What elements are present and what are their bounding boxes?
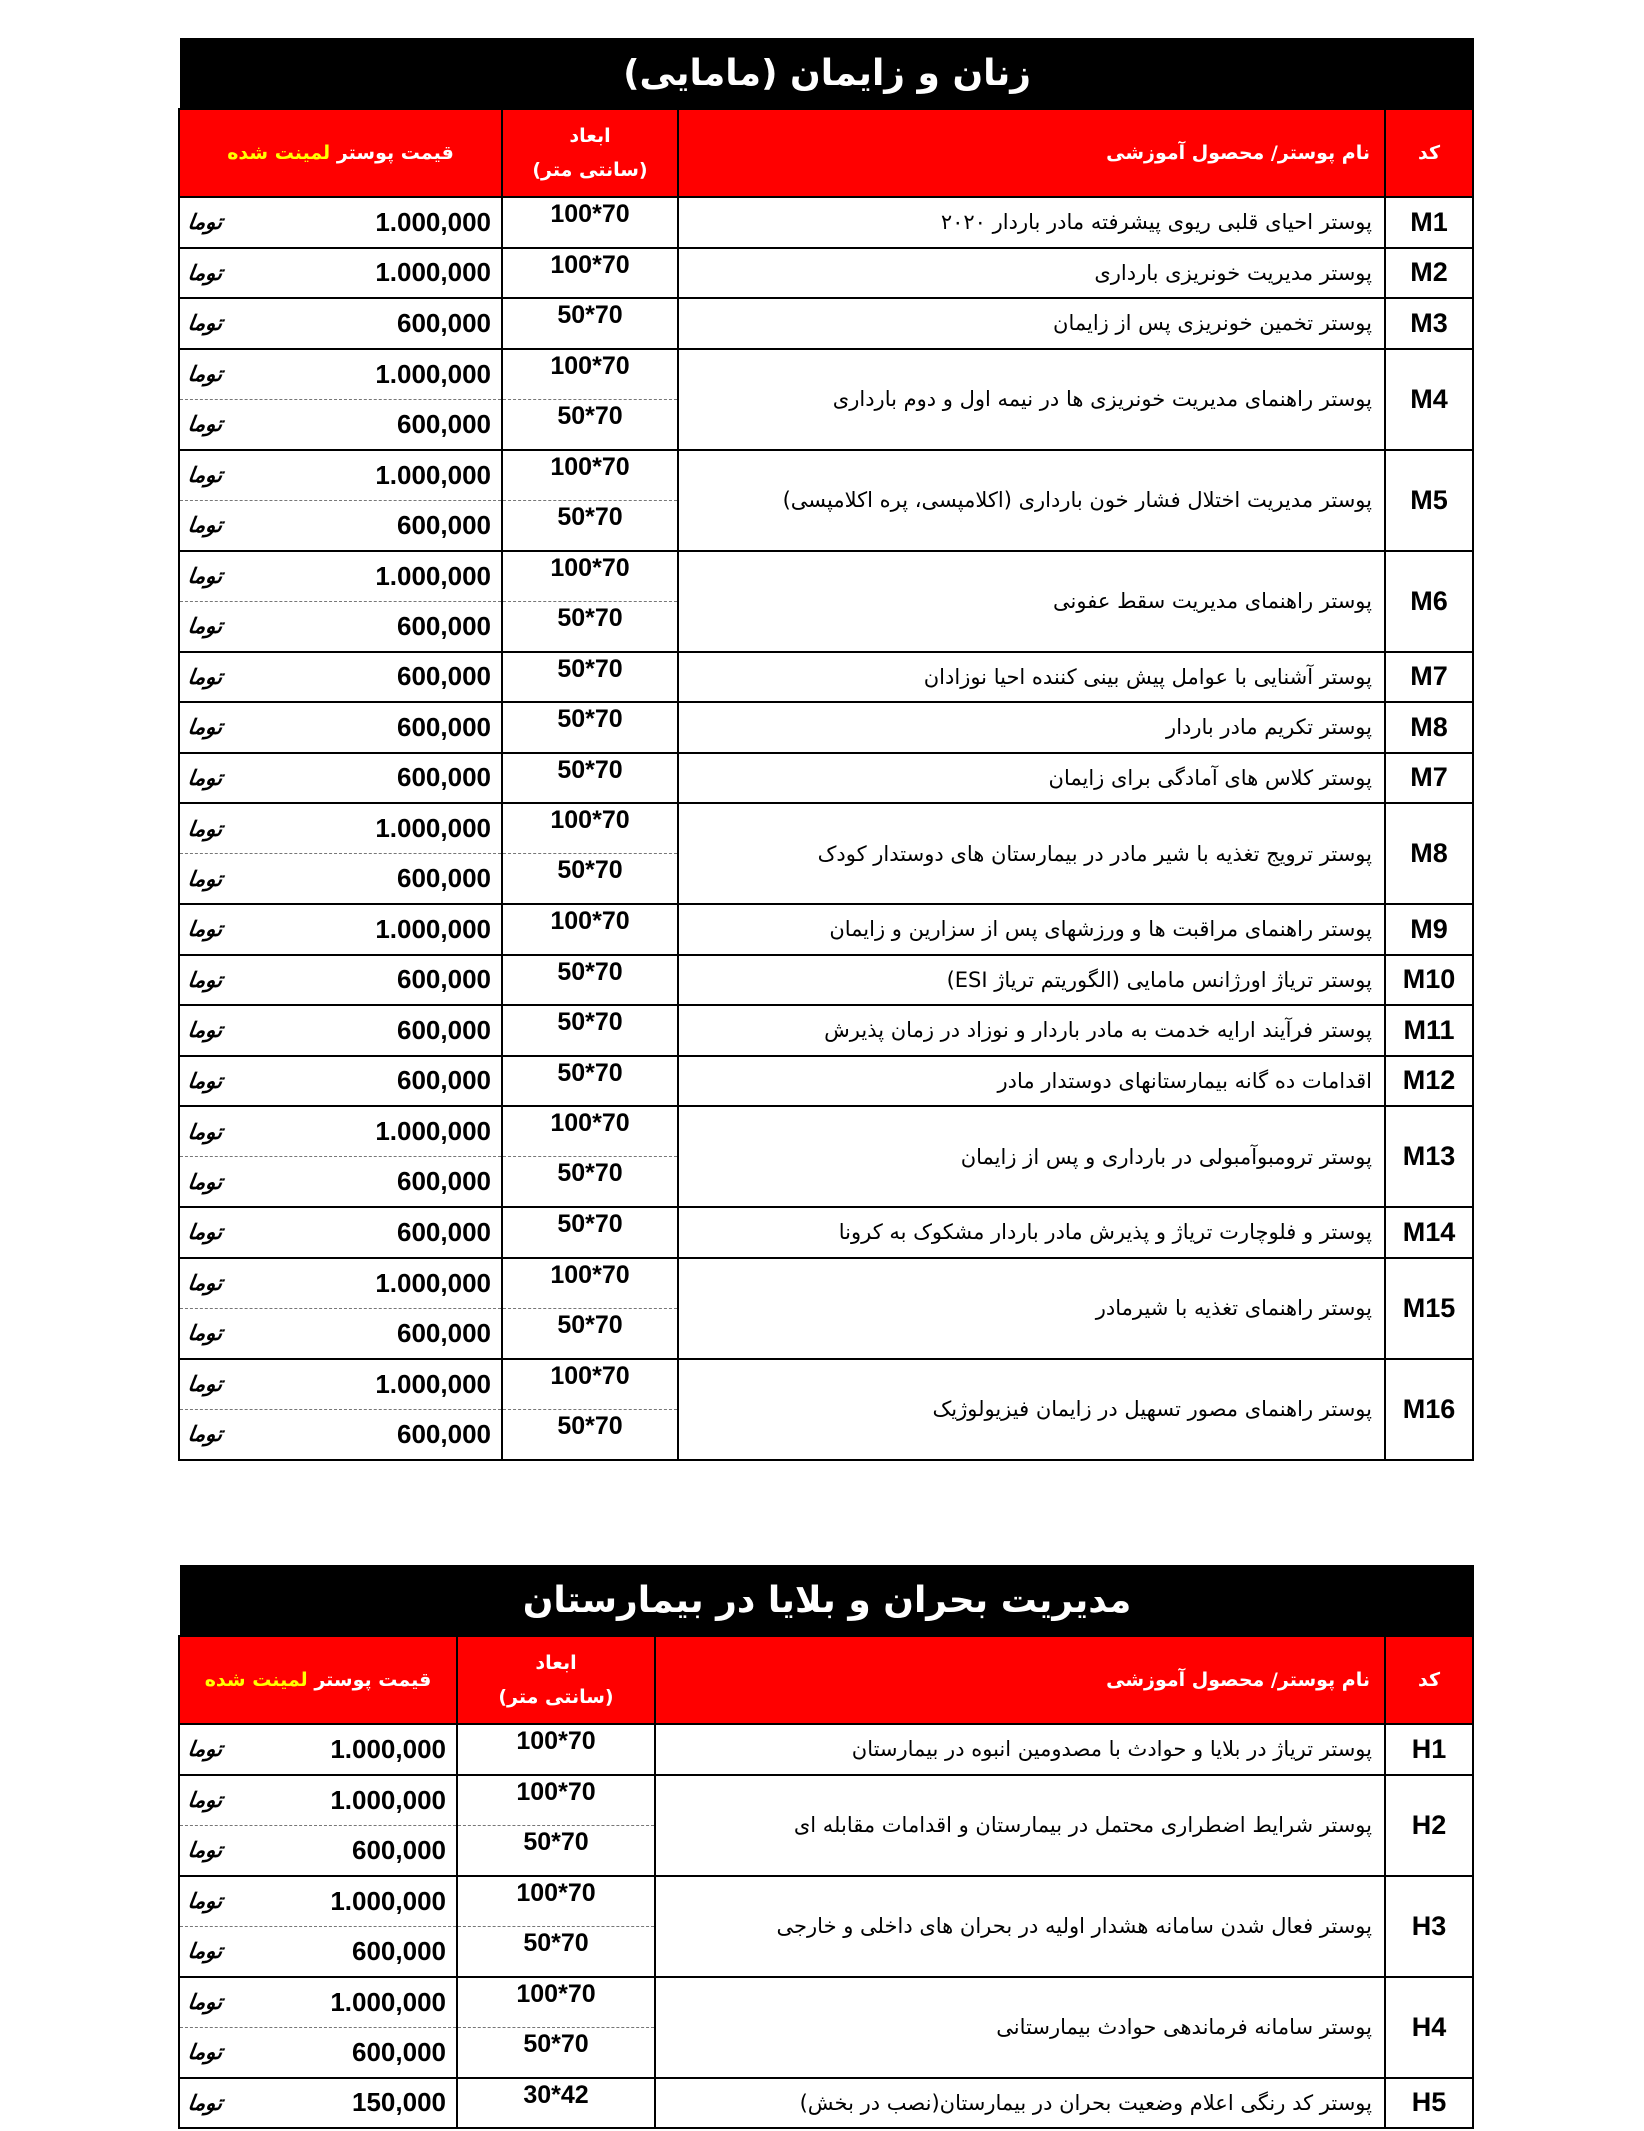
product-dimensions: 70*50 <box>502 1207 678 1258</box>
product-code: M1 <box>1385 197 1473 248</box>
brand-logo: توما <box>186 1068 225 1093</box>
table-header <box>179 1636 1473 1724</box>
header-dimensions-line1: ابعاد <box>535 1652 577 1674</box>
table-row <box>179 298 1473 349</box>
brand-logo: توما <box>186 2090 225 2115</box>
price-wrap <box>180 359 501 390</box>
product-price-cell <box>179 955 502 1006</box>
product-code: M10 <box>1385 955 1473 1006</box>
product-dimensions: 70*100 <box>502 349 678 400</box>
product-code: M13 <box>1385 1106 1473 1207</box>
product-dimensions: 70*50 <box>502 1056 678 1107</box>
price-amount: 1.000,000 <box>375 358 491 389</box>
price-amount: 150,000 <box>352 2087 446 2118</box>
brand-logo: توما <box>186 362 225 386</box>
brand-logo: توما <box>186 1372 225 1396</box>
section-title: مدیریت بحران و بلایا در بیمارستان <box>180 1565 1474 1635</box>
price-wrap <box>180 1116 501 1147</box>
product-dimensions: 70*100 <box>502 450 678 501</box>
brand-logo: توما <box>186 765 225 790</box>
header-price <box>179 1636 457 1724</box>
price-amount: 600,000 <box>397 661 491 692</box>
product-code: M11 <box>1385 1005 1473 1056</box>
table-row <box>179 1977 1473 2028</box>
product-code: M15 <box>1385 1258 1473 1359</box>
product-price-cell <box>179 1157 502 1208</box>
brand-logo: توما <box>186 1220 225 1245</box>
product-name: پوستر فعال شدن سامانه هشدار اولیه در بحران های داخلی و خارجی <box>655 1876 1385 1977</box>
table-row <box>179 753 1473 804</box>
product-name: اقدامات ده گانه بیمارستانهای دوستدار مادر <box>678 1056 1385 1107</box>
product-price-cell <box>179 753 502 804</box>
product-name: پوستر شرایط اضطراری محتمل در بیمارستان و اقدامات مقابله ای <box>655 1775 1385 1876</box>
price-amount: 1.000,000 <box>330 1784 446 1815</box>
price-wrap <box>180 1987 456 2018</box>
product-name: پوستر راهنمای مدیریت خونریزی ها در نیمه اول و دوم بارداری <box>678 349 1385 450</box>
product-price-cell <box>179 1775 457 1826</box>
price-amount: 600,000 <box>397 1166 491 1196</box>
price-amount: 1.000,000 <box>375 560 491 591</box>
header-name: نام پوستر/ محصول آموزشی <box>678 109 1385 197</box>
product-price-cell <box>179 551 502 602</box>
product-dimensions: 70*100 <box>502 1359 678 1410</box>
brand-logo: توما <box>186 513 225 537</box>
table-header <box>179 109 1473 197</box>
table-row <box>179 702 1473 753</box>
product-code: H2 <box>1385 1775 1473 1876</box>
brand-logo: توما <box>186 1169 225 1194</box>
brand-logo: توما <box>186 1737 225 1762</box>
product-code: M7 <box>1385 753 1473 804</box>
header-dimensions <box>457 1636 655 1724</box>
price-wrap <box>180 863 501 894</box>
product-code: M8 <box>1385 803 1473 904</box>
product-price-cell <box>179 1724 457 1775</box>
product-code: M4 <box>1385 349 1473 450</box>
product-code: M6 <box>1385 551 1473 652</box>
price-table <box>178 108 1474 1461</box>
product-price-cell <box>179 450 502 501</box>
price-amount: 600,000 <box>397 711 491 742</box>
price-wrap <box>180 1835 456 1866</box>
price-wrap <box>180 611 501 642</box>
price-amount: 600,000 <box>397 408 491 439</box>
price-wrap <box>180 1785 456 1816</box>
price-wrap <box>180 207 501 238</box>
product-price-cell <box>179 1876 457 1927</box>
header-price-laminated: لمینت شده <box>227 142 331 164</box>
header-price-label: قیمت پوستر <box>330 142 454 164</box>
table-row <box>179 1775 1473 1826</box>
product-price-cell <box>179 904 502 955</box>
price-wrap <box>180 1065 501 1096</box>
product-code: M16 <box>1385 1359 1473 1460</box>
product-dimensions: 70*100 <box>457 1724 655 1775</box>
price-wrap <box>180 813 501 844</box>
price-wrap <box>180 2087 456 2118</box>
price-wrap <box>180 1318 501 1349</box>
product-dimensions: 70*100 <box>457 1876 655 1927</box>
brand-logo: توما <box>186 715 225 740</box>
price-amount: 600,000 <box>397 610 491 641</box>
brand-logo: توما <box>186 1018 225 1043</box>
table-row <box>179 1056 1473 1107</box>
price-amount: 600,000 <box>397 1014 491 1045</box>
price-amount: 1.000,000 <box>375 1368 491 1399</box>
product-name: پوستر کلاس های آمادگی برای زایمان <box>678 753 1385 804</box>
section-womens-midwifery <box>180 38 1474 1461</box>
product-price-cell <box>179 1825 457 1876</box>
header-dimensions <box>502 109 678 197</box>
product-price-cell <box>179 1409 502 1460</box>
price-wrap <box>180 1936 456 1967</box>
brand-logo: توما <box>186 816 225 841</box>
brand-logo: توما <box>186 564 225 588</box>
table-row <box>179 1106 1473 1157</box>
brand-logo: توما <box>186 1271 225 1295</box>
product-name: پوستر مدیریت خونریزی بارداری <box>678 248 1385 299</box>
product-price-cell <box>179 1926 457 1977</box>
price-wrap <box>180 510 501 541</box>
product-price-cell <box>179 803 502 854</box>
brand-logo: توما <box>186 1321 225 1345</box>
brand-logo: توما <box>186 412 225 436</box>
product-name: پوستر ترویج تغذیه با شیر مادر در بیمارستان های دوستدار کودک <box>678 803 1385 904</box>
product-dimensions: 70*100 <box>502 803 678 854</box>
price-wrap <box>180 914 501 945</box>
price-table <box>178 1635 1474 2129</box>
price-wrap <box>180 712 501 743</box>
product-dimensions: 70*50 <box>502 399 678 450</box>
brand-logo: توما <box>186 1119 225 1144</box>
product-dimensions: 70*100 <box>502 1106 678 1157</box>
product-dimensions: 42*30 <box>457 2078 655 2129</box>
product-code: M14 <box>1385 1207 1473 1258</box>
header-code: کد <box>1385 109 1473 197</box>
product-dimensions: 70*50 <box>502 854 678 905</box>
product-name: پوستر راهنمای مراقبت ها و ورزشهای پس از سزارین و زایمان <box>678 904 1385 955</box>
price-amount: 1.000,000 <box>330 1733 446 1764</box>
brand-logo: توما <box>186 1939 225 1963</box>
product-price-cell <box>179 399 502 450</box>
table-row <box>179 450 1473 501</box>
product-code: M5 <box>1385 450 1473 551</box>
price-wrap <box>180 308 501 339</box>
brand-logo: توما <box>186 1990 225 2014</box>
price-amount: 600,000 <box>352 2036 446 2067</box>
price-wrap <box>180 561 501 592</box>
product-dimensions: 70*100 <box>502 904 678 955</box>
brand-logo: توما <box>186 1422 225 1446</box>
price-amount: 1.000,000 <box>375 1267 491 1298</box>
table-row <box>179 1258 1473 1309</box>
product-dimensions: 70*50 <box>502 298 678 349</box>
product-price-cell <box>179 1005 502 1056</box>
product-dimensions: 70*50 <box>457 1926 655 1977</box>
product-dimensions: 70*100 <box>457 1977 655 2028</box>
price-wrap <box>180 762 501 793</box>
brand-logo: توما <box>186 311 225 336</box>
product-price-cell <box>179 248 502 299</box>
brand-logo: توما <box>186 664 225 689</box>
product-price-cell <box>179 1308 502 1359</box>
product-name: پوستر و فلوچارت ترياژ و پذیرش مادر باردار مشکوک به کرونا <box>678 1207 1385 1258</box>
table-row <box>179 1724 1473 1775</box>
product-price-cell <box>179 1258 502 1309</box>
product-price-cell <box>179 702 502 753</box>
product-code: M7 <box>1385 652 1473 703</box>
price-amount: 600,000 <box>352 1834 446 1865</box>
product-name: پوستر آشنایی با عوامل پیش بینی کننده احیا نوزادان <box>678 652 1385 703</box>
brand-logo: توما <box>186 210 225 235</box>
product-price-cell <box>179 1207 502 1258</box>
price-wrap <box>180 661 501 692</box>
product-price-cell <box>179 1359 502 1410</box>
header-dimensions-line1: ابعاد <box>569 125 611 147</box>
product-dimensions: 70*100 <box>502 551 678 602</box>
product-name: پوستر تخمین خونریزی پس از زایمان <box>678 298 1385 349</box>
product-dimensions: 70*50 <box>502 753 678 804</box>
product-price-cell <box>179 349 502 400</box>
product-code: M2 <box>1385 248 1473 299</box>
product-code: H4 <box>1385 1977 1473 2078</box>
brand-logo: توما <box>186 917 225 942</box>
product-dimensions: 70*50 <box>502 652 678 703</box>
product-name: پوستر تکریم مادر باردار <box>678 702 1385 753</box>
price-wrap <box>180 257 501 288</box>
price-wrap <box>180 409 501 440</box>
price-amount: 1.000,000 <box>330 1986 446 2017</box>
header-price-label: قیمت پوستر <box>307 1669 432 1691</box>
table-row <box>179 349 1473 400</box>
product-code: M8 <box>1385 702 1473 753</box>
product-price-cell <box>179 197 502 248</box>
price-amount: 1.000,000 <box>330 1885 446 1916</box>
product-price-cell <box>179 1056 502 1107</box>
product-price-cell <box>179 601 502 652</box>
product-price-cell <box>179 298 502 349</box>
product-name: پوستر مدیریت اختلال فشار خون بارداری (اکلامپسی، پره اکلامپسی) <box>678 450 1385 551</box>
price-amount: 600,000 <box>397 1317 491 1348</box>
product-dimensions: 70*100 <box>502 248 678 299</box>
price-wrap <box>180 1166 501 1197</box>
price-wrap <box>180 1886 456 1917</box>
table-row <box>179 1876 1473 1927</box>
product-price-cell <box>179 1977 457 2028</box>
product-name: پوستر ترياژ اورژانس مامایی (الگوریتم ترياژ ESI) <box>678 955 1385 1006</box>
product-dimensions: 70*50 <box>502 1157 678 1208</box>
product-dimensions: 70*50 <box>502 1308 678 1359</box>
product-code: H3 <box>1385 1876 1473 1977</box>
brand-logo: توما <box>186 463 225 487</box>
price-wrap <box>180 1734 456 1765</box>
price-wrap <box>180 1419 501 1450</box>
table-row <box>179 248 1473 299</box>
price-wrap <box>180 1369 501 1400</box>
product-dimensions: 70*50 <box>457 2027 655 2078</box>
price-amount: 1.000,000 <box>375 459 491 490</box>
price-wrap <box>180 460 501 491</box>
header-name: نام پوستر/ محصول آموزشی <box>655 1636 1385 1724</box>
table-row <box>179 551 1473 602</box>
price-amount: 1.000,000 <box>375 1116 491 1146</box>
price-amount: 600,000 <box>397 1216 491 1247</box>
product-name: پوستر راهنمای مصور تسهیل در زایمان فیزیولوژیک <box>678 1359 1385 1460</box>
product-dimensions: 70*50 <box>502 1005 678 1056</box>
table-row <box>179 652 1473 703</box>
product-dimensions: 70*50 <box>502 702 678 753</box>
price-amount: 600,000 <box>397 307 491 338</box>
table-row <box>179 197 1473 248</box>
price-amount: 1.000,000 <box>375 813 491 843</box>
header-code: کد <box>1385 1636 1473 1724</box>
product-dimensions: 70*100 <box>457 1775 655 1826</box>
header-price-laminated: لمینت شده <box>204 1669 308 1691</box>
product-name: پوستر راهنمای تغذیه با شیرمادر <box>678 1258 1385 1359</box>
price-amount: 1.000,000 <box>375 257 491 288</box>
product-name: پوستر ترومبوآمبولی در بارداری و پس از زایمان <box>678 1106 1385 1207</box>
brand-logo: توما <box>186 2040 225 2064</box>
price-amount: 600,000 <box>397 1065 491 1096</box>
product-name: پوستر ترياژ در بلایا و حوادث با مصدومین انبوه در بیمارستان <box>655 1724 1385 1775</box>
product-name: پوستر سامانه فرماندهی حوادث بیمارستانی <box>655 1977 1385 2078</box>
price-amount: 1.000,000 <box>375 206 491 237</box>
header-price <box>179 109 502 197</box>
product-dimensions: 70*100 <box>502 1258 678 1309</box>
table-row <box>179 904 1473 955</box>
product-dimensions: 70*100 <box>502 197 678 248</box>
brand-logo: توما <box>186 1838 225 1862</box>
table-row <box>179 1005 1473 1056</box>
product-price-cell <box>179 652 502 703</box>
product-dimensions: 70*50 <box>502 500 678 551</box>
table-row <box>179 1359 1473 1410</box>
product-price-cell <box>179 854 502 905</box>
product-price-cell <box>179 500 502 551</box>
product-dimensions: 70*50 <box>502 955 678 1006</box>
price-amount: 600,000 <box>352 1935 446 1966</box>
brand-logo: توما <box>186 1788 225 1812</box>
price-wrap <box>180 1217 501 1248</box>
table-row <box>179 2078 1473 2129</box>
product-dimensions: 70*50 <box>502 601 678 652</box>
table-row <box>179 955 1473 1006</box>
product-code: H1 <box>1385 1724 1473 1775</box>
product-name: پوستر کد رنگی اعلام وضعیت بحران در بیمارستان(نصب در بخش) <box>655 2078 1385 2129</box>
product-code: M3 <box>1385 298 1473 349</box>
brand-logo: توما <box>186 1889 225 1913</box>
price-amount: 600,000 <box>397 509 491 540</box>
price-wrap <box>180 964 501 995</box>
header-dimensions-line2: (سانتی متر) <box>532 159 648 181</box>
price-wrap <box>180 1268 501 1299</box>
product-name: پوستر فرآیند ارایه خدمت به مادر باردار و نوزاد در زمان پذیرش <box>678 1005 1385 1056</box>
product-code: H5 <box>1385 2078 1473 2129</box>
brand-logo: توما <box>186 866 225 891</box>
table-row <box>179 803 1473 854</box>
price-amount: 600,000 <box>397 863 491 893</box>
section-title: زنان و زایمان (مامایی) <box>180 38 1474 108</box>
product-price-cell <box>179 2078 457 2129</box>
product-price-cell <box>179 2027 457 2078</box>
brand-logo: توما <box>186 614 225 638</box>
product-price-cell <box>179 1106 502 1157</box>
product-name: پوستر احیای قلبی ریوی پیشرفته مادر باردار ۲۰۲۰ <box>678 197 1385 248</box>
section-crisis-management <box>180 1565 1474 2129</box>
product-dimensions: 70*50 <box>457 1825 655 1876</box>
price-amount: 1.000,000 <box>375 913 491 944</box>
price-amount: 600,000 <box>397 1418 491 1449</box>
price-amount: 600,000 <box>397 964 491 995</box>
brand-logo: توما <box>186 260 225 285</box>
header-dimensions-line2: (سانتی متر) <box>498 1686 614 1708</box>
product-name: پوستر راهنمای مدیریت سقط عفونی <box>678 551 1385 652</box>
price-amount: 600,000 <box>397 762 491 793</box>
price-wrap <box>180 1015 501 1046</box>
price-wrap <box>180 2037 456 2068</box>
table-row <box>179 1207 1473 1258</box>
brand-logo: توما <box>186 967 225 992</box>
product-code: M9 <box>1385 904 1473 955</box>
product-code: M12 <box>1385 1056 1473 1107</box>
product-dimensions: 70*50 <box>502 1409 678 1460</box>
